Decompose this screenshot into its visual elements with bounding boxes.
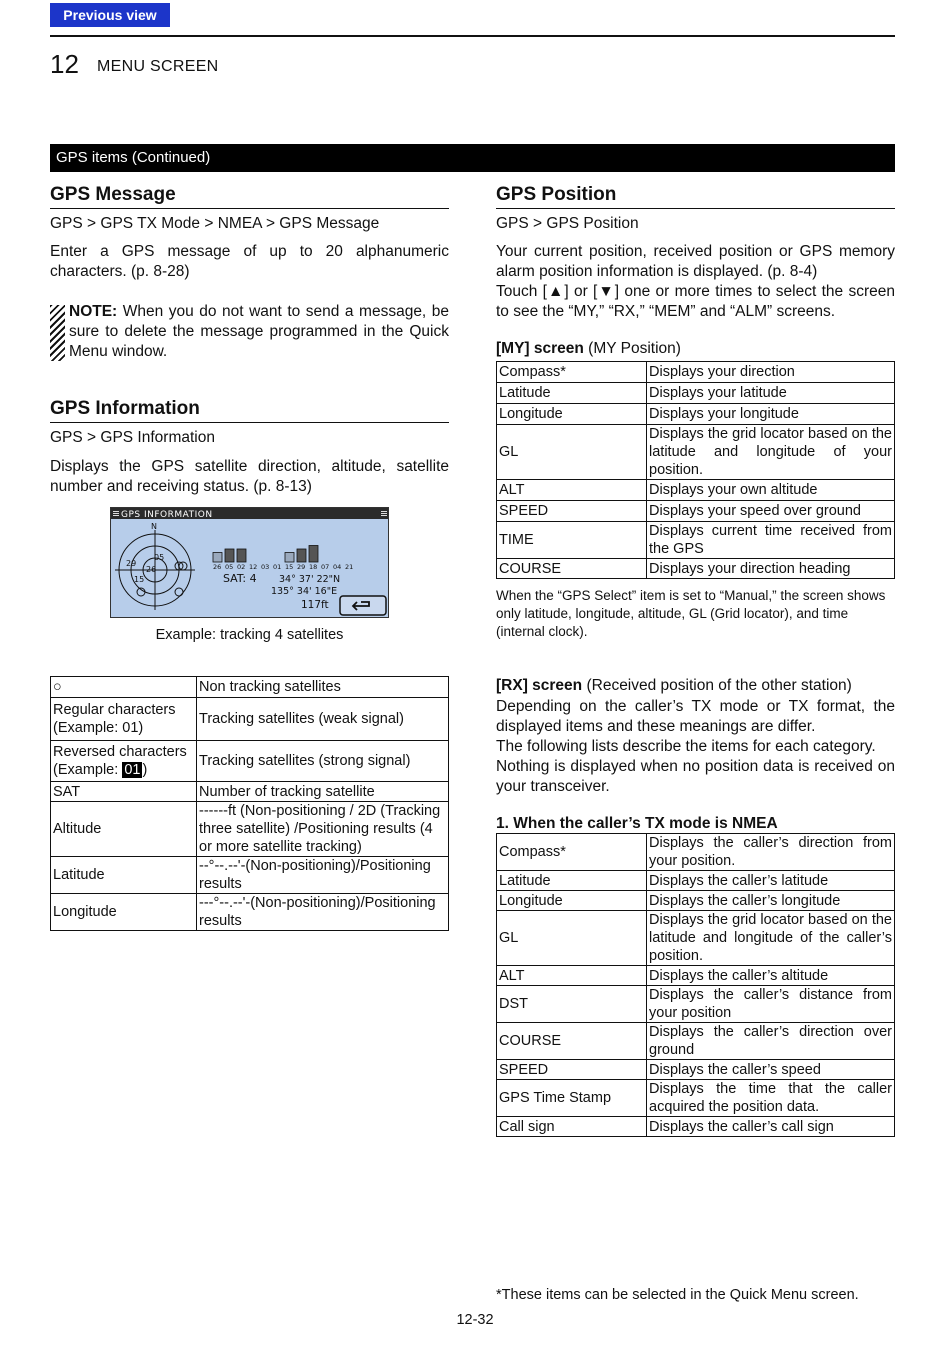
signal-bar xyxy=(345,556,354,562)
my-desc: Displays current time received from the GPS xyxy=(647,522,895,559)
gps-information-section xyxy=(50,398,449,497)
satellite-legend xyxy=(50,676,449,931)
gps-information-title: GPS Information xyxy=(50,398,449,423)
reversed-example: 01 xyxy=(124,762,141,778)
legend-item: Latitude xyxy=(51,857,197,894)
my-item: Latitude xyxy=(497,383,647,404)
legend-item-text: Reversed characters (Example: xyxy=(53,744,187,778)
signal-bar xyxy=(273,556,282,562)
signal-bar xyxy=(285,553,294,563)
header-rule xyxy=(50,35,895,37)
screen-longitude: 135° 34' 16"E xyxy=(271,586,338,597)
screen-altitude: 117ft xyxy=(301,599,329,611)
table-row xyxy=(497,501,895,522)
rx-screen-sub: (Received position of the other station) xyxy=(582,677,852,694)
satellite-id-labels xyxy=(213,563,353,571)
rx-screen-heading xyxy=(496,677,895,695)
my-screen-sub: (MY Position) xyxy=(583,340,681,357)
table-row xyxy=(497,1023,895,1060)
table-row xyxy=(497,559,895,579)
table-row xyxy=(497,1080,895,1117)
gps-position-section xyxy=(496,184,895,1137)
my-screen-label: [MY] screen xyxy=(496,340,584,357)
gps-message-body: Enter a GPS message of up to 20 alphanumeric characters. (p. 8-28) xyxy=(50,243,449,280)
table-row xyxy=(497,480,895,501)
back-icon[interactable] xyxy=(340,596,386,615)
signal-bar xyxy=(237,549,246,562)
gps-position-path: GPS > GPS Position xyxy=(496,215,639,232)
gps-position-title: GPS Position xyxy=(496,184,895,209)
nmea-desc: Displays the caller’s direction from your position. xyxy=(647,834,895,871)
legend-item-close: ) xyxy=(142,762,148,778)
sky-sat-05: 05 xyxy=(154,553,165,562)
nmea-item: SPEED xyxy=(497,1060,647,1080)
nmea-desc: Displays the time that the caller acquired the position data. xyxy=(647,1080,895,1117)
signal-bar xyxy=(225,549,234,562)
sat-count: SAT: 4 xyxy=(223,572,257,585)
my-item: TIME xyxy=(497,522,647,559)
nmea-desc: Displays the caller’s longitude xyxy=(647,891,895,911)
my-item: SPEED xyxy=(497,501,647,522)
gps-position-body2: Touch [▲] or [▼] one or more times to select the screen to see the “MY,” “RX,” “MEM” and “ALM” screens. xyxy=(496,283,895,320)
signal-bar xyxy=(309,546,318,563)
nmea-desc: Displays the caller’s distance from your position xyxy=(647,986,895,1023)
nmea-item: Call sign xyxy=(497,1117,647,1137)
gps-screen-caption: Example: tracking 4 satellites xyxy=(155,627,344,643)
legend-item: SAT xyxy=(51,782,197,802)
table-row xyxy=(51,677,449,698)
signal-bar xyxy=(297,549,306,562)
table-row xyxy=(497,522,895,559)
nmea-item: GL xyxy=(497,911,647,966)
table-row xyxy=(497,834,895,871)
nmea-desc: Displays the caller’s latitude xyxy=(647,871,895,891)
rx-body3: Nothing is displayed when no position data is received on your transceiver. xyxy=(496,758,895,795)
legend-item: ○ xyxy=(51,677,197,698)
satellite-id: 18 xyxy=(309,563,318,571)
note-label: NOTE: xyxy=(69,303,118,320)
nmea-item: Longitude xyxy=(497,891,647,911)
my-item: COURSE xyxy=(497,559,647,579)
signal-bar xyxy=(261,556,270,562)
table-row xyxy=(497,1117,895,1137)
my-item: Longitude xyxy=(497,404,647,425)
legend-desc: ------ft (Non-positioning / 2D (Tracking three satellite) /Positioning results (4 or more satellite tracking) xyxy=(197,802,449,857)
my-desc: Displays your direction xyxy=(647,362,895,383)
nmea-item: COURSE xyxy=(497,1023,647,1060)
legend-item xyxy=(51,741,197,782)
table-row xyxy=(497,966,895,986)
note xyxy=(50,302,449,362)
table-row xyxy=(497,986,895,1023)
nmea-item: Compass* xyxy=(497,834,647,871)
gps-information-path: GPS > GPS Information xyxy=(50,429,215,446)
nmea-item: ALT xyxy=(497,966,647,986)
page-number: 12-32 xyxy=(456,1312,494,1328)
table-row xyxy=(497,362,895,383)
rx-body1: Depending on the caller’s TX mode or TX format, the displayed items and these meanings are differ. xyxy=(496,698,895,735)
satellite-id: 04 xyxy=(333,563,342,571)
satellite-id: 15 xyxy=(285,563,294,571)
nmea-item: DST xyxy=(497,986,647,1023)
gps-information-body: Displays the GPS satellite direction, altitude, satellite number and receiving status. (p. 8-13) xyxy=(50,458,449,495)
gps-message-path: GPS > GPS TX Mode > NMEA > GPS Message xyxy=(50,215,380,232)
signal-bars xyxy=(213,546,354,563)
rx-body2: The following lists describe the items for each category. xyxy=(496,738,876,755)
my-desc: Displays the grid locator based on the latitude and longitude of your position. xyxy=(647,425,895,480)
table-row xyxy=(497,891,895,911)
gps-message-title: GPS Message xyxy=(50,184,449,209)
my-desc: Displays your longitude xyxy=(647,404,895,425)
satellite-id: 07 xyxy=(321,563,330,571)
previous-view-button[interactable]: Previous view xyxy=(50,3,170,27)
gps-position-body1: Your current position, received position or GPS memory alarm position information is displayed. (p. 8-4) xyxy=(496,243,895,280)
table-row xyxy=(51,741,449,782)
table-row xyxy=(51,782,449,802)
sky-sat-29: 29 xyxy=(126,559,137,568)
legend-item: Longitude xyxy=(51,894,197,931)
nmea-desc: Displays the caller’s call sign xyxy=(647,1117,895,1137)
table-row xyxy=(497,383,895,404)
sky-sat-26: 26 xyxy=(146,565,157,574)
my-screen-heading xyxy=(496,340,895,358)
table-row xyxy=(497,404,895,425)
satellite-id: 29 xyxy=(297,563,306,571)
table-row xyxy=(51,802,449,857)
signal-bar xyxy=(333,556,342,562)
table-row xyxy=(497,871,895,891)
legend-desc: ---°--.--'-(Non-positioning)/Positioning results xyxy=(197,894,449,931)
table-row xyxy=(51,894,449,931)
table-row xyxy=(497,1060,895,1080)
my-item: GL xyxy=(497,425,647,480)
satellite-id: 05 xyxy=(225,563,234,571)
legend-desc: Number of tracking satellite xyxy=(197,782,449,802)
manual-note: When the “GPS Select” item is set to “Manual,” the screen shows only latitude, longitude, altitude, GL (Grid locator), and time (internal clock). xyxy=(496,588,886,639)
my-desc: Displays your direction heading xyxy=(647,559,895,579)
svg-text:N: N xyxy=(151,522,157,531)
table-row xyxy=(51,698,449,741)
nmea-desc: Displays the caller’s altitude xyxy=(647,966,895,986)
my-desc: Displays your speed over ground xyxy=(647,501,895,522)
note-mark-icon xyxy=(50,305,65,361)
nmea-item: GPS Time Stamp xyxy=(497,1080,647,1117)
my-screen-table xyxy=(496,361,895,579)
gps-information-screen xyxy=(110,507,389,618)
my-desc: Displays your own altitude xyxy=(647,480,895,501)
satellite-id: 02 xyxy=(237,563,246,571)
legend-desc: Non tracking satellites xyxy=(197,677,449,698)
nmea-table xyxy=(496,833,895,1137)
table-row xyxy=(497,425,895,480)
nmea-desc: Displays the caller’s direction over ground xyxy=(647,1023,895,1060)
table-row xyxy=(51,857,449,894)
satellite-id: 26 xyxy=(213,563,222,571)
legend-item: Altitude xyxy=(51,802,197,857)
table-row xyxy=(497,911,895,966)
screen-latitude: 34° 37' 22"N xyxy=(279,574,341,585)
section-bar: GPS items (Continued) xyxy=(50,144,895,172)
my-desc: Displays your latitude xyxy=(647,383,895,404)
footnote: *These items can be selected in the Quick Menu screen. xyxy=(496,1287,859,1303)
satellite-legend-table xyxy=(50,676,449,931)
my-item: Compass* xyxy=(497,362,647,383)
satellite-id: 21 xyxy=(345,563,354,571)
gps-screen-graphic xyxy=(111,508,389,618)
legend-desc: Tracking satellites (weak signal) xyxy=(197,698,449,741)
my-item: ALT xyxy=(497,480,647,501)
nmea-heading: 1. When the caller’s TX mode is NMEA xyxy=(496,815,778,832)
signal-bar xyxy=(249,556,258,562)
satellite-id: 12 xyxy=(249,563,258,571)
nmea-item: Latitude xyxy=(497,871,647,891)
chapter-number: 12 xyxy=(50,49,79,79)
rx-screen-label: [RX] screen xyxy=(496,677,583,694)
nmea-desc: Displays the caller’s speed xyxy=(647,1060,895,1080)
satellite-id: 03 xyxy=(261,563,270,571)
signal-bar xyxy=(213,553,222,563)
nmea-desc: Displays the grid locator based on the latitude and longitude of the caller’s position. xyxy=(647,911,895,966)
signal-bar xyxy=(321,556,330,562)
legend-desc: Tracking satellites (strong signal) xyxy=(197,741,449,782)
sky-sat-15: 15 xyxy=(134,575,145,584)
chapter-title: MENU SCREEN xyxy=(97,58,219,75)
note-text: When you do not want to send a message, be sure to delete the message programmed in the Quick Menu window. xyxy=(69,303,450,360)
legend-desc: --°--.--'-(Non-positioning)/Positioning results xyxy=(197,857,449,894)
legend-item: Regular characters (Example: 01) xyxy=(51,698,197,741)
gps-screen-title: GPS INFORMATION xyxy=(121,510,213,520)
satellite-id: 01 xyxy=(273,563,282,571)
gps-message-section xyxy=(50,184,449,362)
